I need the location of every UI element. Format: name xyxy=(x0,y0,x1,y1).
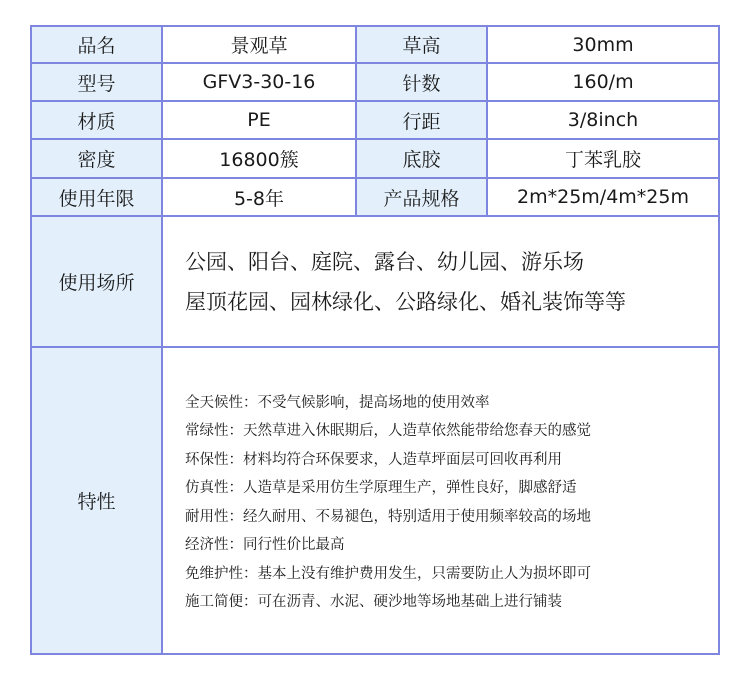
label-product-name: 品名 xyxy=(32,27,163,64)
spec-grid xyxy=(32,27,718,653)
value-product-name: 景观草 xyxy=(163,27,357,64)
label-features: 特性 xyxy=(32,348,163,653)
value-stitch-count: 160/m xyxy=(488,64,718,102)
value-model: GFV3-30-16 xyxy=(163,64,357,102)
label-service-life: 使用年限 xyxy=(32,179,163,217)
value-row-spacing: 3/8inch xyxy=(488,102,718,140)
usage-list xyxy=(163,217,718,348)
usage-line: 公园、阳台、庭院、露台、幼儿园、游乐场 xyxy=(185,249,584,274)
feature-line: 耐用性：经久耐用、不易褪色，特别适用于使用频率较高的场地 xyxy=(185,508,591,525)
value-density: 16800簇 xyxy=(163,140,357,179)
label-material: 材质 xyxy=(32,102,163,140)
usage-line: 屋顶花园、园林绿化、公路绿化、婚礼装饰等等 xyxy=(185,289,626,314)
value-material: PE xyxy=(163,102,357,140)
value-product-spec: 2m*25m/4m*25m xyxy=(488,179,718,217)
value-service-life: 5-8年 xyxy=(163,179,357,217)
label-grass-height: 草高 xyxy=(357,27,488,64)
label-density: 密度 xyxy=(32,140,163,179)
label-row-spacing: 行距 xyxy=(357,102,488,140)
label-model: 型号 xyxy=(32,64,163,102)
feature-line: 全天候性：不受气候影响，提高场地的使用效率 xyxy=(185,394,490,411)
feature-line: 环保性：材料均符合环保要求，人造草坪面层可回收再利用 xyxy=(185,451,562,468)
label-product-spec: 产品规格 xyxy=(357,179,488,217)
feature-line: 经济性：同行性价比最高 xyxy=(185,537,345,553)
features-list xyxy=(163,348,718,653)
label-usage: 使用场所 xyxy=(32,217,163,348)
feature-line: 免维护性：基本上没有维护费用发生，只需要防止人为损坏即可 xyxy=(185,565,591,582)
label-stitch-count: 针数 xyxy=(357,64,488,102)
value-backing: 丁苯乳胶 xyxy=(488,140,718,179)
value-grass-height: 30mm xyxy=(488,27,718,64)
feature-line: 常绿性：天然草进入休眠期后，人造草依然能带给您春天的感觉 xyxy=(185,423,591,439)
feature-line: 施工简便：可在沥青、水泥、硬沙地等场地基础上进行铺装 xyxy=(185,594,562,610)
spec-table xyxy=(30,25,720,655)
label-backing: 底胶 xyxy=(357,140,488,179)
feature-line: 仿真性：人造草是采用仿生学原理生产，弹性良好，脚感舒适 xyxy=(185,480,577,496)
